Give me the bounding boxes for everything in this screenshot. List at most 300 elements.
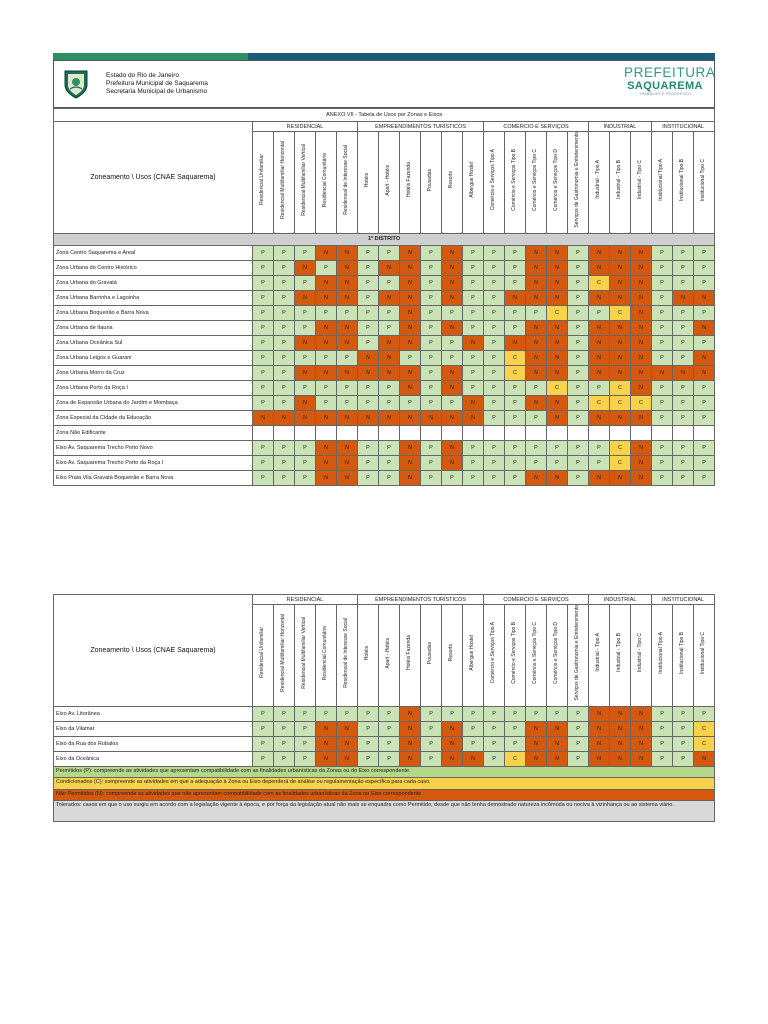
use-cell: N xyxy=(442,260,463,275)
column-label: Industrial - Tipo B xyxy=(616,633,623,673)
column-label: Apart - Hotéis xyxy=(385,164,392,196)
use-cell: P xyxy=(274,275,295,290)
use-cell: P xyxy=(295,380,316,395)
column-label: Industrial - Tipo C xyxy=(637,160,644,200)
use-cell: N xyxy=(295,290,316,305)
use-cell: P xyxy=(274,751,295,766)
column-label: Pousadas xyxy=(427,641,434,664)
column-header xyxy=(673,605,694,707)
use-cell xyxy=(694,425,715,440)
use-cell: P xyxy=(358,470,379,485)
use-cell: P xyxy=(673,320,694,335)
use-cell: P xyxy=(568,440,589,455)
zone-name xyxy=(54,380,253,395)
use-cell: P xyxy=(652,305,673,320)
use-cell: N xyxy=(526,470,547,485)
use-cell: P xyxy=(295,320,316,335)
use-cell: P xyxy=(358,260,379,275)
column-label: Albergue Hostel xyxy=(469,635,476,671)
use-cell: P xyxy=(673,706,694,721)
use-cell: P xyxy=(358,706,379,721)
use-cell: P xyxy=(421,736,442,751)
use-cell: N xyxy=(631,380,652,395)
use-cell: N xyxy=(400,320,421,335)
table-row xyxy=(54,706,715,721)
table-row xyxy=(54,751,715,766)
table-row xyxy=(54,290,715,305)
use-cell: P xyxy=(274,721,295,736)
use-cell: N xyxy=(316,721,337,736)
use-cell: P xyxy=(253,245,274,260)
use-cell: P xyxy=(652,455,673,470)
use-cell: N xyxy=(400,440,421,455)
use-cell: N xyxy=(442,721,463,736)
use-cell: P xyxy=(568,410,589,425)
use-cell: P xyxy=(505,395,526,410)
use-cell: P xyxy=(694,455,715,470)
use-cell: P xyxy=(253,350,274,365)
use-cell: P xyxy=(673,440,694,455)
column-label: Resorts xyxy=(448,644,455,662)
column-header xyxy=(547,605,568,707)
use-cell: P xyxy=(547,455,568,470)
zone-name xyxy=(54,470,253,485)
use-cell: P xyxy=(253,440,274,455)
use-cell: P xyxy=(337,395,358,410)
use-cell: N xyxy=(526,751,547,766)
use-cell: P xyxy=(421,260,442,275)
use-cell: N xyxy=(316,440,337,455)
use-cell: P xyxy=(274,290,295,305)
use-cell xyxy=(442,425,463,440)
use-cell: P xyxy=(526,706,547,721)
use-cell: N xyxy=(631,470,652,485)
use-cell: P xyxy=(295,706,316,721)
use-cell: N xyxy=(337,410,358,425)
use-cell: P xyxy=(358,290,379,305)
use-cell: P xyxy=(673,275,694,290)
table-row xyxy=(54,320,715,335)
use-cell: P xyxy=(652,470,673,485)
use-cell: P xyxy=(358,380,379,395)
zone-name-text: Zona Centro Saquarema e Areal xyxy=(56,249,136,256)
use-cell: N xyxy=(379,290,400,305)
use-cell xyxy=(463,425,484,440)
group-header: EMPREENDIMENTOS TURÍSTICOS xyxy=(358,122,484,132)
use-cell: P xyxy=(358,736,379,751)
use-cell: P xyxy=(694,440,715,455)
use-cell: P xyxy=(463,320,484,335)
column-label: Residencial Multifamiliar Horizontal xyxy=(280,613,287,692)
use-cell: N xyxy=(295,260,316,275)
use-cell: P xyxy=(652,320,673,335)
legend-permitidos: Permitidos (P): compreende as atividades que apresentam compatibilidade com as finalidades urbanísticas da Zonas ou do Eixo correspondente. xyxy=(53,766,715,777)
use-cell: P xyxy=(526,380,547,395)
zone-name-text: Eixo da Oceânica xyxy=(56,755,100,762)
use-cell: N xyxy=(337,470,358,485)
column-header xyxy=(568,605,589,707)
use-cell: N xyxy=(589,245,610,260)
column-header xyxy=(400,605,421,707)
zone-name xyxy=(54,365,253,380)
use-cell: P xyxy=(421,721,442,736)
use-cell: N xyxy=(610,320,631,335)
column-header xyxy=(547,132,568,234)
use-cell: N xyxy=(400,706,421,721)
use-cell: P xyxy=(358,721,379,736)
use-cell: P xyxy=(379,736,400,751)
use-cell: N xyxy=(463,751,484,766)
use-cell: P xyxy=(463,365,484,380)
use-cell: P xyxy=(253,380,274,395)
use-cell: N xyxy=(610,721,631,736)
use-cell: P xyxy=(295,350,316,365)
use-cell: P xyxy=(694,305,715,320)
use-cell: N xyxy=(610,245,631,260)
use-cell: P xyxy=(505,721,526,736)
column-label: Comércio e Serviços Tipo D xyxy=(553,148,560,211)
use-cell: P xyxy=(337,350,358,365)
use-cell: P xyxy=(568,365,589,380)
use-cell: P xyxy=(316,305,337,320)
column-label: Residencial Unifamiliar xyxy=(259,154,266,206)
use-cell: N xyxy=(631,736,652,751)
column-header xyxy=(652,605,673,707)
use-cell: N xyxy=(547,395,568,410)
use-cell: C xyxy=(547,305,568,320)
use-cell: P xyxy=(484,410,505,425)
column-label: Comércio e Serviços Tipo D xyxy=(553,621,560,684)
use-cell: N xyxy=(526,736,547,751)
table-row xyxy=(54,455,715,470)
column-header xyxy=(400,132,421,234)
use-cell: P xyxy=(526,410,547,425)
zone-name-text: Zona Urbana de Itauna xyxy=(56,324,113,331)
use-cell: P xyxy=(421,751,442,766)
column-label: Hotéis Fazenda xyxy=(406,635,413,671)
column-label: Hotéis xyxy=(364,172,371,187)
use-cell: N xyxy=(400,380,421,395)
column-header xyxy=(358,132,379,234)
use-cell xyxy=(316,425,337,440)
use-cell xyxy=(526,425,547,440)
use-cell: P xyxy=(463,736,484,751)
use-cell: N xyxy=(442,365,463,380)
use-cell: P xyxy=(421,440,442,455)
use-cell: N xyxy=(337,260,358,275)
use-cell: C xyxy=(631,395,652,410)
use-cell: N xyxy=(694,350,715,365)
zone-name-text: Zona Urbana Boqueirão e Barra Nova xyxy=(56,309,149,316)
use-cell: N xyxy=(694,320,715,335)
use-cell: P xyxy=(673,455,694,470)
use-cell: P xyxy=(652,395,673,410)
use-cell: P xyxy=(337,706,358,721)
use-cell: P xyxy=(652,350,673,365)
use-cell: P xyxy=(484,455,505,470)
zone-name xyxy=(54,320,253,335)
use-cell: N xyxy=(400,245,421,260)
column-header xyxy=(316,132,337,234)
use-cell: P xyxy=(463,260,484,275)
use-cell: P xyxy=(463,350,484,365)
government-info xyxy=(106,72,208,96)
use-cell: P xyxy=(463,706,484,721)
use-cell: N xyxy=(442,290,463,305)
use-cell: P xyxy=(589,455,610,470)
use-cell: P xyxy=(274,440,295,455)
zone-name-text: Zona Especial da Cidade da Educação xyxy=(56,414,152,421)
use-cell: P xyxy=(358,395,379,410)
use-cell: P xyxy=(673,305,694,320)
state-line: Estado do Rio de Janeiro xyxy=(106,72,179,79)
table-row xyxy=(54,305,715,320)
use-cell: N xyxy=(631,440,652,455)
column-header xyxy=(589,132,610,234)
legend-nao-permitidos: Não Permitidos (N): compreende as atividades que não apresentam compatibilidade com as finalidades urbanísticas da Zona ou Eixo correspondente. xyxy=(53,789,715,800)
use-cell: N xyxy=(526,335,547,350)
column-header xyxy=(568,132,589,234)
use-cell: P xyxy=(421,395,442,410)
table-row xyxy=(54,395,715,410)
use-cell: P xyxy=(316,350,337,365)
column-header xyxy=(421,132,442,234)
use-cell xyxy=(673,425,694,440)
municipal-crest-icon xyxy=(63,69,89,99)
use-cell: P xyxy=(568,721,589,736)
use-cell: P xyxy=(274,245,295,260)
use-cell: N xyxy=(379,410,400,425)
column-label: Residencial de Interesse Social xyxy=(343,144,350,215)
use-cell: N xyxy=(400,260,421,275)
use-cell xyxy=(253,425,274,440)
use-cell: P xyxy=(274,320,295,335)
use-cell: N xyxy=(547,736,568,751)
use-cell: N xyxy=(631,365,652,380)
zone-name-text: Zona Urbana Porto da Roça I xyxy=(56,384,128,391)
use-cell: P xyxy=(295,275,316,290)
zone-name xyxy=(54,721,253,736)
use-cell: P xyxy=(505,245,526,260)
zone-name-text: Zona Urbana Morro da Cruz xyxy=(56,369,125,376)
column-label: Serviços de Gastronomia e Entretenimento xyxy=(574,605,581,701)
use-cell: P xyxy=(253,275,274,290)
column-header xyxy=(295,132,316,234)
use-cell: P xyxy=(400,350,421,365)
use-cell: N xyxy=(589,290,610,305)
use-cell: P xyxy=(484,245,505,260)
zone-name xyxy=(54,410,253,425)
use-cell: P xyxy=(358,305,379,320)
use-cell: P xyxy=(673,260,694,275)
use-cell: P xyxy=(421,275,442,290)
use-cell: P xyxy=(589,440,610,455)
use-cell: P xyxy=(274,335,295,350)
use-cell: P xyxy=(463,305,484,320)
use-cell: P xyxy=(652,706,673,721)
use-cell: P xyxy=(358,455,379,470)
column-label: Resorts xyxy=(448,171,455,189)
use-cell: P xyxy=(505,455,526,470)
use-cell: N xyxy=(631,275,652,290)
use-cell: N xyxy=(526,350,547,365)
use-cell: P xyxy=(421,470,442,485)
use-cell: N xyxy=(526,320,547,335)
use-cell: P xyxy=(484,395,505,410)
use-cell: P xyxy=(652,751,673,766)
use-cell xyxy=(274,425,295,440)
use-cell: P xyxy=(673,751,694,766)
use-cell: N xyxy=(442,320,463,335)
use-cell: P xyxy=(526,440,547,455)
use-cell: P xyxy=(316,395,337,410)
table-row xyxy=(54,440,715,455)
use-cell: N xyxy=(631,260,652,275)
use-cell: N xyxy=(316,335,337,350)
use-cell: N xyxy=(505,335,526,350)
zone-name-text: Zona Urbana Leigos e Guarani xyxy=(56,354,132,361)
use-cell: N xyxy=(631,706,652,721)
cnae-header: Zoneamento \ Usos (CNAE Saquarema) xyxy=(54,595,253,707)
use-cell: P xyxy=(568,290,589,305)
use-cell: P xyxy=(484,305,505,320)
use-cell: N xyxy=(547,290,568,305)
use-cell: N xyxy=(631,305,652,320)
use-cell: P xyxy=(253,305,274,320)
use-cell: C xyxy=(505,751,526,766)
use-cell: N xyxy=(337,290,358,305)
table-row xyxy=(54,365,715,380)
zone-name-text: Zona Urbana do Centro Histórico xyxy=(56,264,137,271)
use-cell: P xyxy=(568,335,589,350)
use-cell: P xyxy=(694,335,715,350)
use-cell: P xyxy=(484,290,505,305)
use-cell: N xyxy=(547,260,568,275)
use-cell: P xyxy=(253,751,274,766)
use-cell xyxy=(379,425,400,440)
column-label: Industrial - Tipo A xyxy=(595,633,602,673)
use-cell: P xyxy=(421,305,442,320)
use-cell: P xyxy=(484,260,505,275)
column-header xyxy=(484,605,505,707)
use-cell: C xyxy=(694,736,715,751)
use-cell: N xyxy=(316,736,337,751)
use-cell: P xyxy=(694,470,715,485)
use-cell: P xyxy=(484,365,505,380)
use-cell: P xyxy=(505,736,526,751)
use-cell: N xyxy=(610,706,631,721)
use-cell: P xyxy=(652,260,673,275)
zone-name xyxy=(54,260,253,275)
use-cell: C xyxy=(589,275,610,290)
zone-name-text: Zona Urbana Barrinha e Lagoinha xyxy=(56,294,140,301)
use-cell: N xyxy=(337,440,358,455)
use-cell: P xyxy=(484,275,505,290)
zoning-table-2 xyxy=(53,594,715,767)
use-cell: N xyxy=(379,350,400,365)
use-cell: P xyxy=(673,470,694,485)
zone-name-text: Zona Urbana Oceânica Sul xyxy=(56,339,123,346)
use-cell: P xyxy=(421,455,442,470)
table-row xyxy=(54,470,715,485)
use-cell: P xyxy=(253,736,274,751)
column-label: Institucional Tipo B xyxy=(679,158,686,201)
use-cell: N xyxy=(589,706,610,721)
use-cell: P xyxy=(694,706,715,721)
use-cell: N xyxy=(337,721,358,736)
use-cell: P xyxy=(274,736,295,751)
use-cell: N xyxy=(673,365,694,380)
use-cell: N xyxy=(589,410,610,425)
use-cell: P xyxy=(484,721,505,736)
column-label: Serviços de Gastronomia e Entretenimento xyxy=(574,132,581,228)
use-cell: P xyxy=(442,470,463,485)
use-cell: N xyxy=(358,410,379,425)
use-cell: N xyxy=(463,395,484,410)
use-cell: P xyxy=(358,335,379,350)
table-row xyxy=(54,335,715,350)
use-cell xyxy=(421,425,442,440)
use-cell: N xyxy=(400,305,421,320)
use-cell: N xyxy=(295,335,316,350)
use-cell: N xyxy=(316,275,337,290)
use-cell: P xyxy=(568,751,589,766)
column-header xyxy=(337,132,358,234)
use-cell: P xyxy=(652,290,673,305)
column-label: Comércio e Serviços Tipo A xyxy=(490,622,497,684)
use-cell: N xyxy=(610,365,631,380)
use-cell: P xyxy=(379,455,400,470)
use-cell: N xyxy=(400,721,421,736)
use-cell xyxy=(484,425,505,440)
column-header xyxy=(589,605,610,707)
use-cell: N xyxy=(379,260,400,275)
use-cell: P xyxy=(253,260,274,275)
use-cell: P xyxy=(379,245,400,260)
column-header xyxy=(358,605,379,707)
column-label: Comércio e Serviços Tipo B xyxy=(511,621,518,684)
use-cell: P xyxy=(358,751,379,766)
use-cell: N xyxy=(589,751,610,766)
top-color-bar xyxy=(53,53,715,60)
use-cell: N xyxy=(442,736,463,751)
group-header: RESIDENCIAL xyxy=(253,595,358,605)
use-cell: P xyxy=(358,320,379,335)
use-cell: P xyxy=(484,320,505,335)
use-cell: P xyxy=(673,410,694,425)
column-label: Hotéis xyxy=(364,645,371,660)
use-cell: N xyxy=(316,245,337,260)
use-cell: C xyxy=(505,365,526,380)
use-cell xyxy=(610,425,631,440)
use-cell xyxy=(589,425,610,440)
zone-name-text: Zona de Expansão Urbana do Jardim e Mombaça xyxy=(56,399,178,406)
column-label: Industrial - Tipo A xyxy=(595,160,602,200)
use-cell: N xyxy=(379,335,400,350)
column-header xyxy=(379,132,400,234)
zone-name-text: Eixo da Vilamar xyxy=(56,725,95,732)
use-cell: N xyxy=(526,365,547,380)
use-cell: N xyxy=(400,410,421,425)
use-cell: N xyxy=(610,410,631,425)
use-cell: N xyxy=(526,245,547,260)
zone-name xyxy=(54,425,253,440)
use-cell: N xyxy=(316,365,337,380)
use-cell: N xyxy=(631,721,652,736)
use-cell: P xyxy=(568,380,589,395)
use-cell: P xyxy=(694,380,715,395)
zone-name-text: Eixo Av. Litorânea xyxy=(56,710,100,717)
